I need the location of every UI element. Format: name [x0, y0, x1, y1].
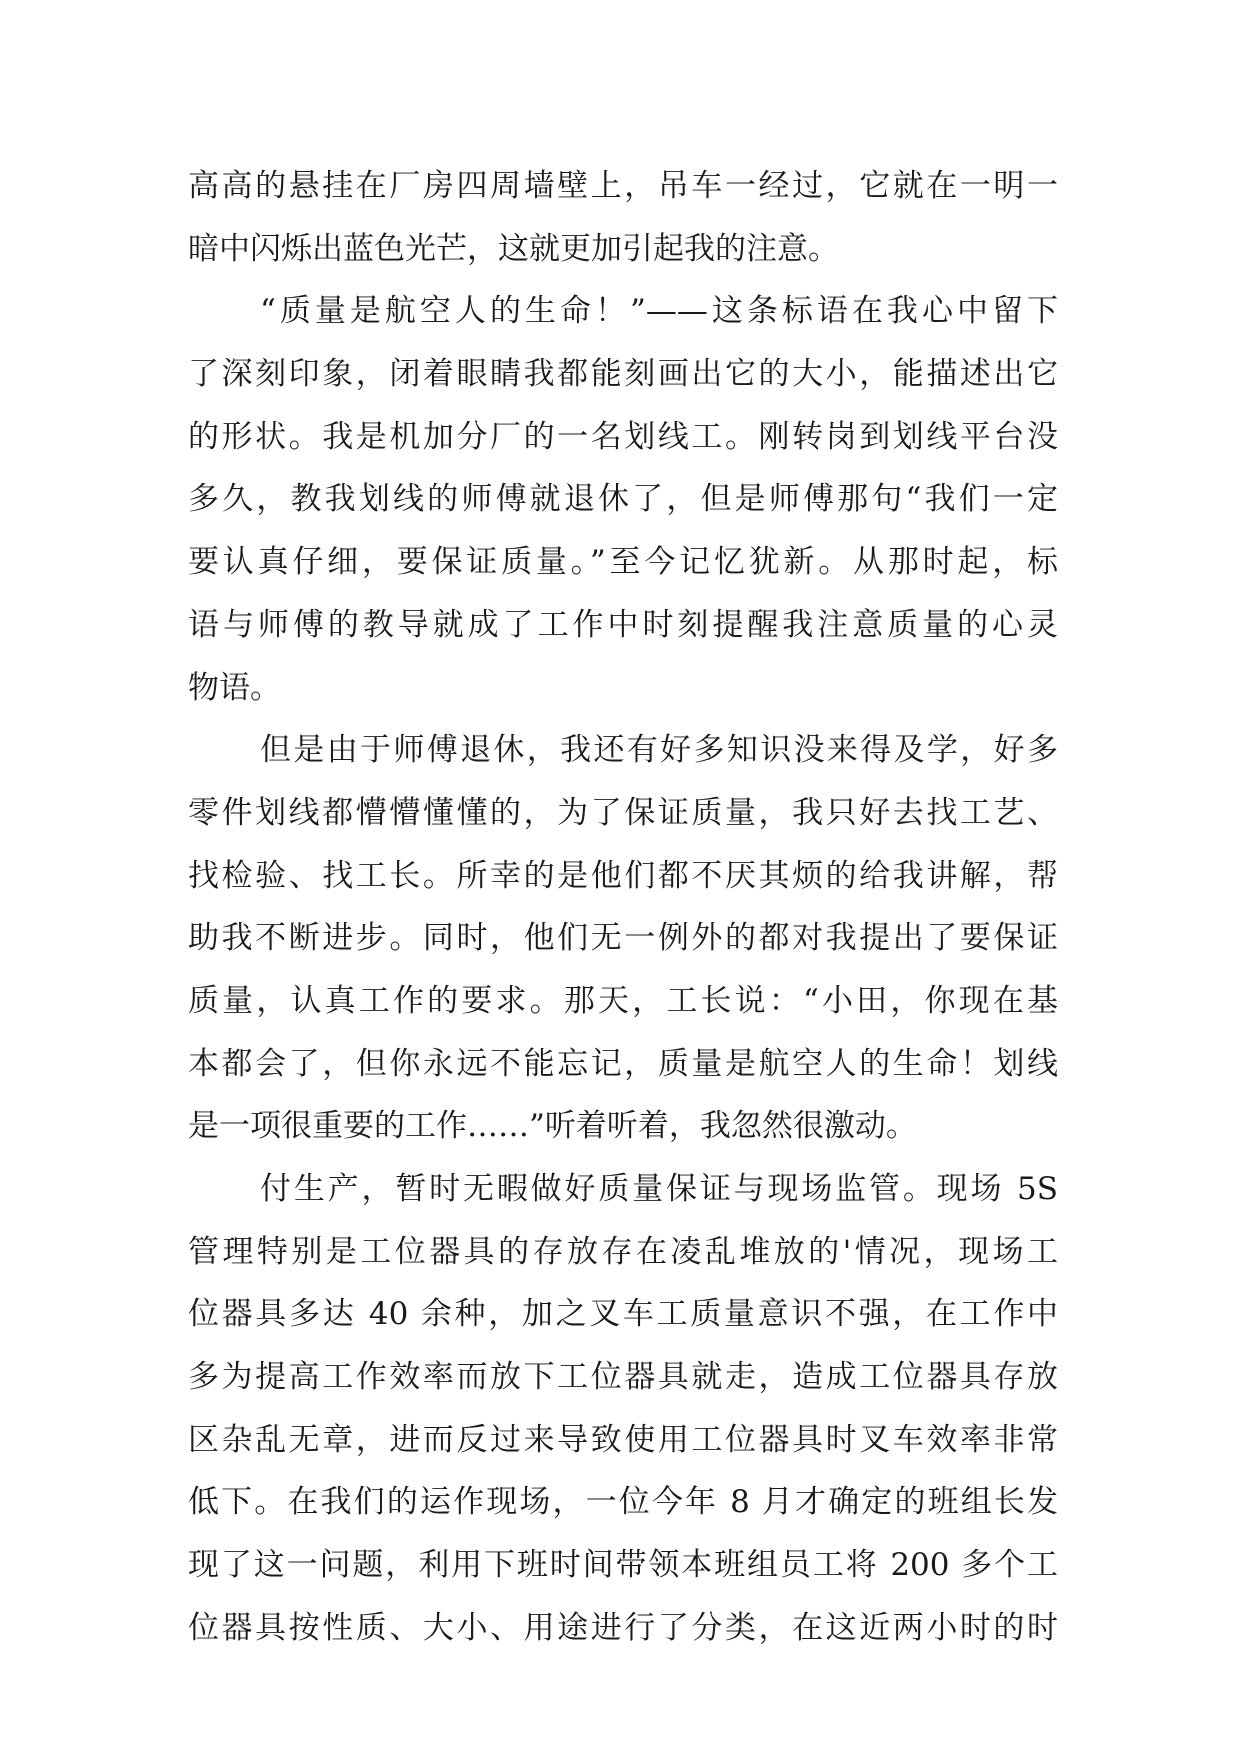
text-line: 暗中闪烁出蓝色光芒，这就更加引起我的注意。 [188, 230, 839, 267]
text-line: 现了这一问题，利用下班时间带领本班组员工将 200 多个工 [188, 1547, 1058, 1584]
text-line: 要认真仔细，要保证质量。”至今记忆犹新。从那时起，标 [188, 544, 1058, 581]
text-line: 质量，认真工作的要求。那天，工长说：“小田，你现在基 [188, 982, 1058, 1019]
text-line: 低下。在我们的运作现场，一位今年 8 月才确定的班组长发 [188, 1484, 1058, 1521]
text-line: 位器具按性质、大小、用途进行了分类，在这近两小时的时 [188, 1609, 1058, 1646]
text-line: 位器具多达 40 余种，加之叉车工质量意识不强，在工作中 [188, 1296, 1058, 1333]
text-line: 高高的悬挂在厂房四周墙壁上，吊车一经过，它就在一明一 [188, 168, 1058, 204]
text-line: 本都会了，但你永远不能忘记，质量是航空人的生命！划线 [188, 1045, 1058, 1082]
text-line: 助我不断进步。同时，他们无一例外的都对我提出了要保证 [188, 920, 1058, 957]
text-line: 区杂乱无章，进而反过来导致使用工位器具时叉车效率非常 [188, 1421, 1058, 1458]
text-line: 零件划线都懵懵懂懂的，为了保证质量，我只好去找工艺、 [188, 794, 1058, 831]
text-line: 但是由于师傅退休，我还有好多知识没来得及学，好多 [260, 732, 1058, 769]
text-line: 物语。 [188, 669, 281, 706]
text-line: 多久，教我划线的师傅就退休了，但是师傅那句“我们一定 [188, 481, 1058, 518]
text-line: 管理特别是工位器具的存放存在凌乱堆放的'情况，现场工 [188, 1233, 1058, 1270]
text-line: 多为提高工作效率而放下工位器具就走，造成工位器具存放 [188, 1359, 1058, 1396]
text-line: “质量是航空人的生命！”——这条标语在我心中留下 [260, 293, 1058, 330]
document-body [188, 155, 1058, 1660]
text-line: 语与师傅的教导就成了工作中时刻提醒我注意质量的心灵 [188, 606, 1058, 643]
text-line: 是一项很重要的工作……”听着听着，我忽然很激动。 [188, 1108, 917, 1145]
text-line: 了深刻印象，闭着眼睛我都能刻画出它的大小，能描述出它 [188, 356, 1058, 393]
text-line: 付生产，暂时无暇做好质量保证与现场监管。现场 5S [260, 1171, 1058, 1207]
text-line: 的形状。我是机加分厂的一名划线工。刚转岗到划线平台没 [188, 418, 1058, 455]
text-line: 找检验、找工长。所幸的是他们都不厌其烦的给我讲解，帮 [188, 857, 1058, 894]
